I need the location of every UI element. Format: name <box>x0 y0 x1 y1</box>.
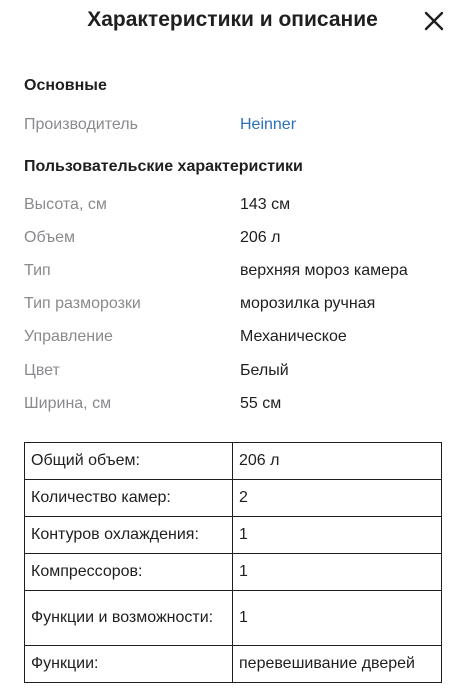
table-cell-value: 1 <box>233 554 442 591</box>
manufacturer-link[interactable]: Heinner <box>240 116 297 133</box>
table-cell-key: Контуров охлаждения: <box>25 517 233 554</box>
property-label: Цвет <box>24 362 60 379</box>
property-value: верхняя мороз камера <box>240 262 408 279</box>
table-row <box>25 443 442 480</box>
modal-title: Характеристики и описание <box>87 8 378 31</box>
property-value: Механическое <box>240 328 347 345</box>
table-row <box>25 517 442 554</box>
table-cell-key: Количество камер: <box>25 480 233 517</box>
property-row-color <box>24 362 444 384</box>
table-cell-key: Общий объем: <box>25 443 233 480</box>
table-cell-value: 206 л <box>233 443 442 480</box>
property-row-type <box>24 262 444 284</box>
property-row-defrost-type <box>24 295 444 317</box>
table-cell-value: 2 <box>233 480 442 517</box>
table-cell-key: Функции: <box>25 646 233 683</box>
close-button[interactable] <box>421 8 447 34</box>
property-row-manufacturer <box>24 116 444 138</box>
property-value: Белый <box>240 362 289 379</box>
section-title-user: Пользовательские характеристики <box>24 158 303 175</box>
property-label: Управление <box>24 328 113 345</box>
property-row-width <box>24 395 444 417</box>
property-row-control <box>24 328 444 350</box>
modal-header <box>0 0 465 44</box>
property-label: Ширина, см <box>24 395 112 412</box>
property-label: Тип разморозки <box>24 295 141 312</box>
table-row <box>25 591 442 646</box>
property-value: 55 см <box>240 395 282 412</box>
property-value: 143 см <box>240 196 291 213</box>
table-row <box>25 480 442 517</box>
table-row <box>25 646 442 683</box>
table-cell-value: перевешивание дверей <box>233 646 442 683</box>
property-row-height <box>24 196 444 218</box>
section-title-main: Основные <box>24 77 107 94</box>
table-row <box>25 554 442 591</box>
property-value: морозилка ручная <box>240 295 376 312</box>
property-label: Тип <box>24 262 51 279</box>
spec-table <box>24 442 442 683</box>
property-value: 206 л <box>240 229 281 246</box>
property-label: Производитель <box>24 116 138 133</box>
property-label: Высота, см <box>24 196 107 213</box>
table-cell-value: 1 <box>233 517 442 554</box>
property-row-volume <box>24 229 444 251</box>
table-cell-key: Функции и возможности: <box>25 591 233 646</box>
close-icon <box>421 8 447 34</box>
table-cell-value: 1 <box>233 591 442 646</box>
table-cell-key: Компрессоров: <box>25 554 233 591</box>
property-label: Объем <box>24 229 75 246</box>
